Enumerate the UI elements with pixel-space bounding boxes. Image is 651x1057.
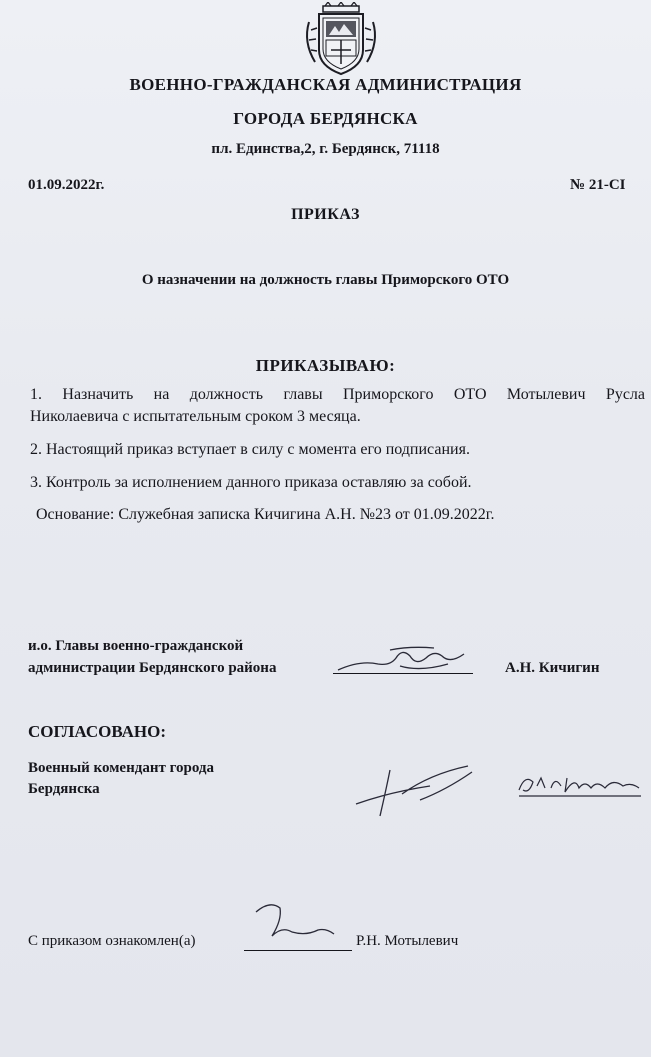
signature-commandant-name <box>515 770 645 800</box>
signature-kichigin <box>330 636 480 686</box>
document-title: ПРИКАЗ <box>291 206 360 223</box>
document-subject: О назначении на должность главы Приморского ОТО <box>141 272 510 288</box>
item-2: 2. Настоящий приказ вступает в силу с момента его подписания. <box>30 441 470 458</box>
item-3: 3. Контроль за исполнением данного приказа оставляю за собой. <box>30 474 472 491</box>
basis-note: Основание: Служебная записка Кичигина А.Н. №23 от 01.09.2022г. <box>36 506 495 523</box>
commandant-title-line-1: Военный комендант города <box>28 760 215 776</box>
item-1-line-1: 1. Назначить на должность главы Приморского ОТО Мотылевич Русла <box>30 386 645 403</box>
document-date: 01.09.2022г. <box>28 177 105 193</box>
acknowledgement-label: С приказом ознакомлен(а) <box>28 933 196 949</box>
signatory-title-line-1: и.о. Главы военно-гражданской <box>28 638 244 654</box>
signatory-name: А.Н. Кичигин <box>505 660 600 676</box>
org-address: пл. Единства,2, г. Бердянск, 71118 <box>211 141 440 157</box>
command-heading: ПРИКАЗЫВАЮ: <box>255 356 396 375</box>
document-number: № 21-CI <box>570 177 626 193</box>
signature-commandant <box>350 760 480 820</box>
signatory-title-line-2: администрации Бердянского района <box>28 660 277 676</box>
city-emblem-icon <box>301 2 381 76</box>
agreed-label: СОГЛАСОВАНО: <box>28 722 167 741</box>
acknowledgement-name: Р.Н. Мотылевич <box>356 933 459 949</box>
org-city: ГОРОДА БЕРДЯНСКА <box>233 109 418 128</box>
item-1-line-2: Николаевича с испытательным сроком 3 месяца. <box>30 408 361 425</box>
commandant-title-line-2: Бердянска <box>28 781 100 797</box>
org-name: ВОЕННО-ГРАЖДАНСКАЯ АДМИНИСТРАЦИЯ <box>129 75 522 94</box>
signature-motylevich <box>246 896 346 952</box>
